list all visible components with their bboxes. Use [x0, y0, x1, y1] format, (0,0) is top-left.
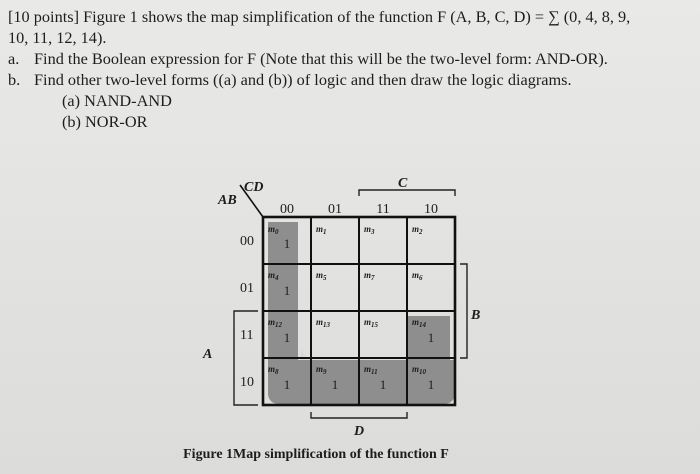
var-d-label: D — [354, 424, 365, 439]
minterm-label: $m_5$ — [316, 270, 327, 282]
cell-value: 1 — [331, 377, 339, 392]
cell-value: 1 — [283, 330, 291, 345]
col-header-00: 00 — [280, 202, 294, 217]
minterm-label: $m_8$ — [268, 364, 279, 376]
corner-cd-label: CD — [244, 180, 264, 195]
minterm-label: $m_{10}$ — [412, 364, 427, 376]
col-header-10: 10 — [424, 202, 438, 217]
minterm-label: $m_{15}$ — [364, 317, 379, 329]
form-a: (a) NAND-AND — [62, 91, 172, 110]
minterm-label: $m_6$ — [412, 270, 423, 282]
part-b-marker: b. — [8, 70, 21, 89]
minterm-label: $m_{11}$ — [364, 364, 378, 376]
form-b: (b) NOR-OR — [62, 112, 148, 131]
cell-value: 1 — [283, 377, 291, 392]
corner-ab-label: AB — [218, 193, 237, 208]
question-line-1: [10 points] Figure 1 shows the map simplification of the function F (A, B, C, D) = ∑ (0, 4, 8, 9, — [8, 7, 631, 26]
row-header-01: 01 — [240, 281, 254, 296]
minterm-label: $m_{12}$ — [268, 317, 283, 329]
part-a-text: Find the Boolean expression for F (Note that this will be the two-level form: AND-OR). — [34, 49, 608, 68]
cell-value: 1 — [379, 377, 387, 392]
row-header-11: 11 — [240, 328, 254, 343]
minterm-label: $m_7$ — [364, 270, 375, 282]
part-b-text: Find other two-level forms ((a) and (b)) of logic and then draw the logic diagrams. — [34, 70, 572, 89]
cell-value: 1 — [427, 330, 435, 345]
minterm-label: $m_1$ — [316, 224, 327, 236]
col-header-01: 01 — [328, 202, 342, 217]
row-headers — [240, 234, 254, 390]
minterm-label: $m_0$ — [268, 224, 279, 236]
minterm-label: $m_{14}$ — [412, 317, 427, 329]
minterm-label: $m_3$ — [364, 224, 375, 236]
minterm-label: $m_2$ — [412, 224, 423, 236]
var-b-label: B — [471, 308, 481, 323]
col-headers — [280, 202, 438, 217]
var-c-label: C — [398, 176, 408, 191]
figure-caption: Figure 1Map simplification of the function F — [183, 447, 449, 462]
minterm-label: $m_4$ — [268, 270, 279, 282]
cell-value: 1 — [283, 283, 291, 298]
cell-value: 1 — [283, 236, 291, 251]
question-line-2: 10, 11, 12, 14). — [8, 28, 107, 47]
cell-value: 1 — [427, 377, 435, 392]
row-header-10: 10 — [240, 375, 254, 390]
minterm-label: $m_{13}$ — [316, 317, 331, 329]
kmap-corner — [217, 180, 263, 217]
minterm-label: $m_9$ — [316, 364, 327, 376]
col-header-11: 11 — [376, 202, 390, 217]
row-header-00: 00 — [240, 234, 254, 249]
var-a-label: A — [203, 347, 213, 362]
part-a-marker: a. — [8, 49, 20, 68]
